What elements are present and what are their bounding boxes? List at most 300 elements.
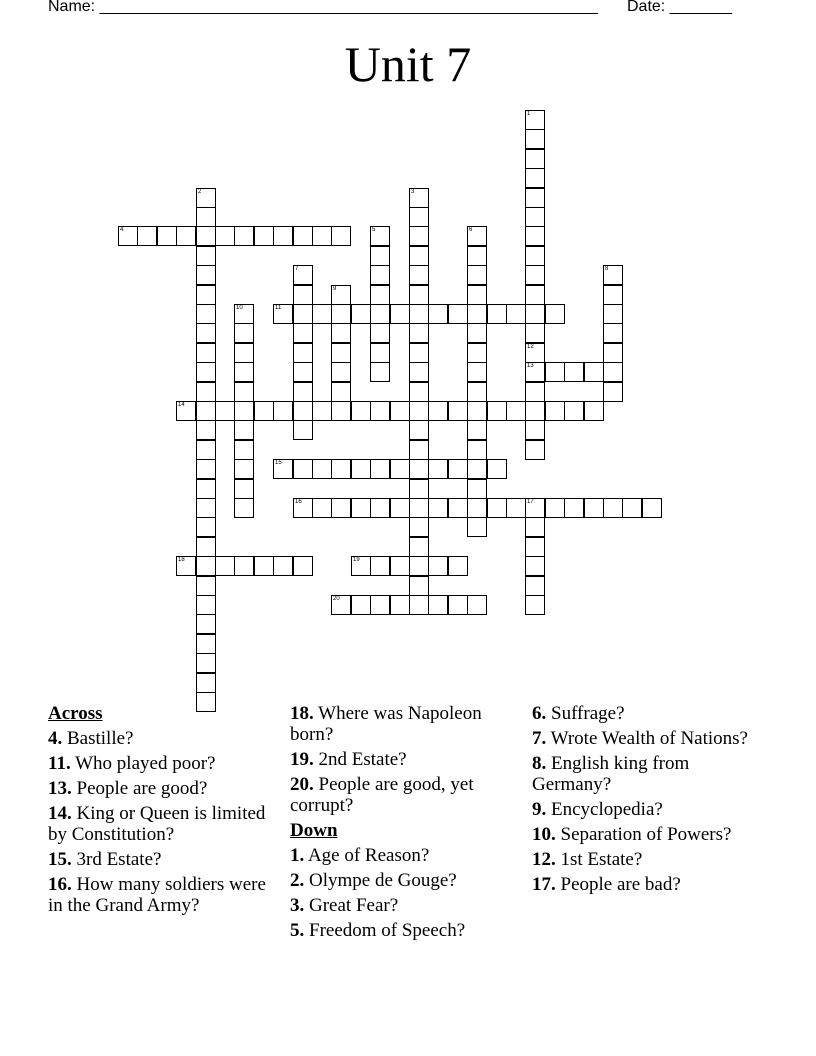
crossword-cell[interactable] <box>467 382 487 402</box>
crossword-cell[interactable] <box>234 420 254 440</box>
crossword-cell[interactable] <box>234 323 254 343</box>
crossword-cell[interactable] <box>293 420 313 440</box>
clues-column-2 <box>290 703 522 945</box>
crossword-cell[interactable] <box>622 498 642 518</box>
clue-number: 6. <box>532 703 547 724</box>
crossword-cell[interactable] <box>428 304 448 324</box>
clue-text: 3rd Estate? <box>76 849 162 870</box>
crossword-cell[interactable] <box>525 265 545 285</box>
clue-number: 14. <box>48 803 72 824</box>
crossword-cell[interactable] <box>351 459 371 479</box>
crossword-cell[interactable] <box>603 285 623 305</box>
crossword-cell[interactable] <box>293 285 313 305</box>
crossword-cell[interactable] <box>603 323 623 343</box>
clue-across-18 <box>290 703 522 745</box>
crossword-cell[interactable] <box>157 226 177 246</box>
crossword-cell[interactable] <box>331 498 351 518</box>
crossword-cell[interactable] <box>293 556 313 576</box>
crossword-cell[interactable] <box>370 226 390 246</box>
crossword-cell[interactable] <box>254 226 274 246</box>
crossword-cell[interactable] <box>525 595 545 615</box>
crossword-cell[interactable] <box>467 246 487 266</box>
clue-number: 7. <box>532 728 547 749</box>
crossword-cell[interactable] <box>196 653 216 673</box>
crossword-cell[interactable] <box>293 498 313 518</box>
crossword-cell[interactable] <box>273 226 293 246</box>
crossword-cell[interactable] <box>525 129 545 149</box>
crossword-cell[interactable] <box>351 304 371 324</box>
crossword-cell[interactable] <box>370 285 390 305</box>
cell-number: 4 <box>120 227 124 233</box>
crossword-cell[interactable] <box>467 226 487 246</box>
clue-across-16 <box>48 874 280 916</box>
crossword-cell[interactable] <box>293 265 313 285</box>
crossword-cell[interactable] <box>390 459 410 479</box>
crossword-cell[interactable] <box>487 401 507 421</box>
clue-number: 17. <box>532 874 556 895</box>
crossword-cell[interactable] <box>448 304 468 324</box>
crossword-cell[interactable] <box>642 498 662 518</box>
crossword-cell[interactable] <box>467 459 487 479</box>
crossword-cell[interactable] <box>196 420 216 440</box>
crossword-cell[interactable] <box>370 362 390 382</box>
crossword-cell[interactable] <box>409 556 429 576</box>
clue-text: Wrote Wealth of Nations? <box>550 728 748 749</box>
crossword-cell[interactable] <box>390 498 410 518</box>
crossword-cell[interactable] <box>409 479 429 499</box>
crossword-cell[interactable] <box>603 362 623 382</box>
crossword-cell[interactable] <box>409 343 429 363</box>
crossword-cell[interactable] <box>196 343 216 363</box>
crossword-cell[interactable] <box>196 226 216 246</box>
crossword-cell[interactable] <box>467 362 487 382</box>
down-heading: Down <box>290 820 338 841</box>
crossword-cell[interactable] <box>409 440 429 460</box>
clue-down-17 <box>532 874 772 895</box>
crossword-cell[interactable] <box>234 382 254 402</box>
crossword-cell[interactable] <box>234 459 254 479</box>
clue-number: 16. <box>48 874 72 895</box>
crossword-cell[interactable] <box>409 207 429 227</box>
crossword-cell[interactable] <box>467 343 487 363</box>
crossword-cell[interactable] <box>234 226 254 246</box>
crossword-cell[interactable] <box>234 479 254 499</box>
crossword-cell[interactable] <box>370 459 390 479</box>
crossword-cell[interactable] <box>234 440 254 460</box>
crossword-cell[interactable] <box>370 265 390 285</box>
crossword-cell[interactable] <box>370 246 390 266</box>
clue-across-20 <box>290 774 522 816</box>
date-field[interactable]: Date: _______ <box>627 0 732 15</box>
crossword-cell[interactable] <box>448 498 468 518</box>
crossword-cell[interactable] <box>351 556 371 576</box>
crossword-cell[interactable] <box>467 304 487 324</box>
clue-across-15 <box>48 849 280 870</box>
clue-down-9 <box>532 799 772 820</box>
crossword-cell[interactable] <box>254 401 274 421</box>
crossword-cell[interactable] <box>467 595 487 615</box>
crossword-cell[interactable] <box>409 595 429 615</box>
clue-number: 13. <box>48 778 72 799</box>
cell-number: 13 <box>527 363 534 369</box>
crossword-cell[interactable] <box>196 323 216 343</box>
crossword-cell[interactable] <box>196 517 216 537</box>
crossword-cell[interactable] <box>273 459 293 479</box>
crossword-cell[interactable] <box>525 226 545 246</box>
crossword-cell[interactable] <box>603 265 623 285</box>
crossword-cell[interactable] <box>293 343 313 363</box>
crossword-cell[interactable] <box>467 323 487 343</box>
clue-across-11 <box>48 753 280 774</box>
crossword-cell[interactable] <box>390 401 410 421</box>
clue-number: 11. <box>48 753 71 774</box>
crossword-cell[interactable] <box>390 595 410 615</box>
clue-number: 18. <box>290 703 314 724</box>
crossword-cell[interactable] <box>196 188 216 208</box>
crossword-cell[interactable] <box>351 595 371 615</box>
cell-number: 19 <box>353 557 360 563</box>
crossword-cell[interactable] <box>506 498 526 518</box>
crossword-cell[interactable] <box>196 207 216 227</box>
crossword-cell[interactable] <box>525 343 545 363</box>
clue-number: 1. <box>290 845 305 866</box>
crossword-cell[interactable] <box>409 537 429 557</box>
crossword-cell[interactable] <box>487 498 507 518</box>
clue-down-12 <box>532 849 772 870</box>
crossword-cell[interactable] <box>428 498 448 518</box>
crossword-cell[interactable] <box>312 498 332 518</box>
crossword-cell[interactable] <box>545 498 565 518</box>
clue-text: Suffrage? <box>551 703 625 724</box>
crossword-cell[interactable] <box>584 401 604 421</box>
cell-number: 1 <box>527 111 531 117</box>
crossword-cell[interactable] <box>196 285 216 305</box>
clues-column-3 <box>532 703 772 899</box>
clue-across-13 <box>48 778 280 799</box>
crossword-cell[interactable] <box>525 362 545 382</box>
crossword-cell[interactable] <box>331 459 351 479</box>
crossword-cell[interactable] <box>331 226 351 246</box>
clue-text: Who played poor? <box>75 753 216 774</box>
clue-text: King or Queen is limited by Constitution? <box>48 803 266 845</box>
crossword-cell[interactable] <box>234 343 254 363</box>
clue-text: Where was Napoleon born? <box>290 703 482 745</box>
crossword-cell[interactable] <box>351 498 371 518</box>
crossword-cell[interactable] <box>312 459 332 479</box>
crossword-cell[interactable] <box>603 343 623 363</box>
clue-number: 20. <box>290 774 314 795</box>
crossword-cell[interactable] <box>467 440 487 460</box>
clue-text: Freedom of Speech? <box>309 920 466 941</box>
cell-number: 7 <box>295 266 299 272</box>
crossword-cell[interactable] <box>312 226 332 246</box>
crossword-cell[interactable] <box>409 246 429 266</box>
crossword-cell[interactable] <box>409 188 429 208</box>
crossword-cell[interactable] <box>176 226 196 246</box>
clue-down-1 <box>290 845 522 866</box>
crossword-cell[interactable] <box>564 498 584 518</box>
clue-text: 1st Estate? <box>560 849 643 870</box>
clue-down-5 <box>290 920 522 941</box>
clue-text: English king from Germany? <box>532 753 690 795</box>
cell-number: 6 <box>469 227 473 233</box>
crossword-cell[interactable] <box>331 304 351 324</box>
cell-number: 17 <box>527 499 534 505</box>
crossword-cell[interactable] <box>467 420 487 440</box>
crossword-cell[interactable] <box>196 459 216 479</box>
crossword-cell[interactable] <box>409 576 429 596</box>
crossword-cell[interactable] <box>467 285 487 305</box>
crossword-cell[interactable] <box>331 343 351 363</box>
crossword-cell[interactable] <box>293 362 313 382</box>
crossword-cell[interactable] <box>196 556 216 576</box>
crossword-cell[interactable] <box>525 168 545 188</box>
crossword-cell[interactable] <box>467 498 487 518</box>
clue-across-14 <box>48 803 280 845</box>
crossword-cell[interactable] <box>196 595 216 615</box>
crossword-cell[interactable] <box>409 517 429 537</box>
crossword-cell[interactable] <box>448 556 468 576</box>
crossword-cell[interactable] <box>448 459 468 479</box>
across-heading: Across <box>48 703 103 724</box>
crossword-cell[interactable] <box>293 459 313 479</box>
crossword-cell[interactable] <box>351 401 371 421</box>
crossword-cell[interactable] <box>293 226 313 246</box>
crossword-cell[interactable] <box>525 188 545 208</box>
crossword-cell[interactable] <box>467 401 487 421</box>
crossword-cell[interactable] <box>525 440 545 460</box>
crossword-cell[interactable] <box>448 595 468 615</box>
crossword-cell[interactable] <box>525 323 545 343</box>
cell-number: 8 <box>605 266 609 272</box>
clue-down-6 <box>532 703 772 724</box>
crossword-cell[interactable] <box>525 304 545 324</box>
cell-number: 5 <box>372 227 376 233</box>
cell-number: 16 <box>295 499 302 505</box>
crossword-cell[interactable] <box>273 401 293 421</box>
crossword-cell[interactable] <box>370 498 390 518</box>
crossword-cell[interactable] <box>331 595 351 615</box>
clue-number: 5. <box>290 920 305 941</box>
cell-number: 15 <box>275 460 282 466</box>
crossword-cell[interactable] <box>525 110 545 130</box>
clue-down-7 <box>532 728 772 749</box>
crossword-cell[interactable] <box>196 265 216 285</box>
crossword-cell[interactable] <box>409 323 429 343</box>
crossword-cell[interactable] <box>196 673 216 693</box>
crossword-cell[interactable] <box>525 149 545 169</box>
crossword-cell[interactable] <box>487 304 507 324</box>
crossword-cell[interactable] <box>603 498 623 518</box>
crossword-cell[interactable] <box>196 304 216 324</box>
crossword-cell[interactable] <box>293 382 313 402</box>
crossword-cell[interactable] <box>409 382 429 402</box>
clue-across-19 <box>290 749 522 770</box>
crossword-cell[interactable] <box>525 401 545 421</box>
crossword-cell[interactable] <box>506 401 526 421</box>
name-field[interactable]: Name: ________________________________________________________ <box>48 0 598 15</box>
crossword-cell[interactable] <box>409 265 429 285</box>
crossword-cell[interactable] <box>215 556 235 576</box>
clue-down-2 <box>290 870 522 891</box>
cell-number: 20 <box>333 596 340 602</box>
crossword-cell[interactable] <box>409 401 429 421</box>
crossword-cell[interactable] <box>390 556 410 576</box>
crossword-cell[interactable] <box>370 343 390 363</box>
crossword-cell[interactable] <box>584 498 604 518</box>
crossword-cell[interactable] <box>428 595 448 615</box>
cell-number: 12 <box>527 344 534 350</box>
crossword-cell[interactable] <box>196 498 216 518</box>
crossword-cell[interactable] <box>196 537 216 557</box>
crossword-cell[interactable] <box>215 401 235 421</box>
crossword-cell[interactable] <box>331 382 351 402</box>
crossword-cell[interactable] <box>234 362 254 382</box>
cell-number: 18 <box>178 557 185 563</box>
clue-number: 19. <box>290 749 314 770</box>
crossword-cell[interactable] <box>196 401 216 421</box>
clues-column-1 <box>48 703 280 920</box>
crossword-cell[interactable] <box>603 304 623 324</box>
crossword-cell[interactable] <box>525 517 545 537</box>
crossword-cell[interactable] <box>525 285 545 305</box>
crossword-cell[interactable] <box>196 614 216 634</box>
crossword-cell[interactable] <box>293 401 313 421</box>
clue-down-10 <box>532 824 772 845</box>
cell-number: 10 <box>236 305 243 311</box>
clue-text: 2nd Estate? <box>318 749 407 770</box>
crossword-cell[interactable] <box>467 265 487 285</box>
crossword-cell[interactable] <box>545 401 565 421</box>
clue-number: 2. <box>290 870 305 891</box>
cell-number: 2 <box>198 189 202 195</box>
crossword-cell[interactable] <box>273 556 293 576</box>
crossword-cell[interactable] <box>196 576 216 596</box>
clue-number: 12. <box>532 849 556 870</box>
crossword-cell[interactable] <box>196 362 216 382</box>
crossword-cell[interactable] <box>370 304 390 324</box>
crossword-cell[interactable] <box>234 556 254 576</box>
crossword-cell[interactable] <box>331 362 351 382</box>
crossword-cell[interactable] <box>448 401 468 421</box>
clue-number: 15. <box>48 849 72 870</box>
cell-number: 11 <box>275 305 282 311</box>
crossword-cell[interactable] <box>273 304 293 324</box>
crossword-cell[interactable] <box>234 498 254 518</box>
clue-text: Bastille? <box>67 728 134 749</box>
crossword-cell[interactable] <box>525 246 545 266</box>
page-title: Unit 7 <box>344 36 472 92</box>
crossword-cell[interactable] <box>564 362 584 382</box>
crossword-cell[interactable] <box>137 226 157 246</box>
clue-text: People are bad? <box>560 874 681 895</box>
crossword-cell[interactable] <box>525 382 545 402</box>
clue-down-3 <box>290 895 522 916</box>
crossword-cell[interactable] <box>312 304 332 324</box>
crossword-cell[interactable] <box>409 498 429 518</box>
clue-down-8 <box>532 753 772 795</box>
crossword-cell[interactable] <box>409 459 429 479</box>
cell-number: 3 <box>411 189 415 195</box>
crossword-cell[interactable] <box>293 323 313 343</box>
clue-text: Olympe de Gouge? <box>309 870 457 891</box>
crossword-cell[interactable] <box>467 479 487 499</box>
crossword-cell[interactable] <box>215 226 235 246</box>
crossword-cell[interactable] <box>196 634 216 654</box>
crossword-cell[interactable] <box>525 207 545 227</box>
clue-text: Encyclopedia? <box>551 799 663 820</box>
crossword-cell[interactable] <box>254 556 274 576</box>
clue-text: Separation of Powers? <box>560 824 732 845</box>
clue-text: Great Fear? <box>309 895 399 916</box>
clue-number: 3. <box>290 895 305 916</box>
crossword-cell[interactable] <box>487 459 507 479</box>
clue-text: How many soldiers were in the Grand Army? <box>48 874 266 916</box>
crossword-cell[interactable] <box>196 479 216 499</box>
crossword-cell[interactable] <box>525 537 545 557</box>
crossword-cell[interactable] <box>370 323 390 343</box>
crossword-cell[interactable] <box>370 401 390 421</box>
crossword-cell[interactable] <box>409 420 429 440</box>
crossword-cell[interactable] <box>428 401 448 421</box>
crossword-cell[interactable] <box>409 285 429 305</box>
crossword-cell[interactable] <box>118 226 138 246</box>
crossword-cell[interactable] <box>409 362 429 382</box>
crossword-cell[interactable] <box>545 362 565 382</box>
crossword-cell[interactable] <box>331 323 351 343</box>
crossword-cell[interactable] <box>331 285 351 305</box>
crossword-cell[interactable] <box>176 401 196 421</box>
crossword-cell[interactable] <box>525 576 545 596</box>
clue-number: 10. <box>532 824 556 845</box>
crossword-cell[interactable] <box>428 556 448 576</box>
crossword-cell[interactable] <box>176 556 196 576</box>
crossword-cell[interactable] <box>545 304 565 324</box>
clue-text: People are good, yet corrupt? <box>290 774 474 816</box>
clue-across-4 <box>48 728 280 749</box>
clue-text: People are good? <box>76 778 208 799</box>
crossword-cell[interactable] <box>525 498 545 518</box>
cell-number: 9 <box>333 286 337 292</box>
crossword-cell[interactable] <box>331 401 351 421</box>
crossword-cell[interactable] <box>603 382 623 402</box>
crossword-cell[interactable] <box>370 556 390 576</box>
crossword-cell[interactable] <box>196 246 216 266</box>
crossword-cell[interactable] <box>390 304 410 324</box>
crossword-cell[interactable] <box>196 382 216 402</box>
crossword-cell[interactable] <box>312 401 332 421</box>
crossword-cell[interactable] <box>293 304 313 324</box>
crossword-cell[interactable] <box>564 401 584 421</box>
crossword-cell[interactable] <box>467 517 487 537</box>
clue-text: Age of Reason? <box>307 845 430 866</box>
crossword-cell[interactable] <box>370 595 390 615</box>
clue-number: 9. <box>532 799 547 820</box>
crossword-cell[interactable] <box>196 440 216 460</box>
clue-number: 8. <box>532 753 547 774</box>
crossword-cell[interactable] <box>428 459 448 479</box>
crossword-cell[interactable] <box>409 226 429 246</box>
crossword-cell[interactable] <box>584 362 604 382</box>
clue-number: 4. <box>48 728 63 749</box>
crossword-cell[interactable] <box>234 401 254 421</box>
crossword-cell[interactable] <box>525 420 545 440</box>
crossword-cell[interactable] <box>506 304 526 324</box>
crossword-cell[interactable] <box>234 304 254 324</box>
crossword-cell[interactable] <box>525 556 545 576</box>
crossword-cell[interactable] <box>409 304 429 324</box>
cell-number: 14 <box>178 402 185 408</box>
